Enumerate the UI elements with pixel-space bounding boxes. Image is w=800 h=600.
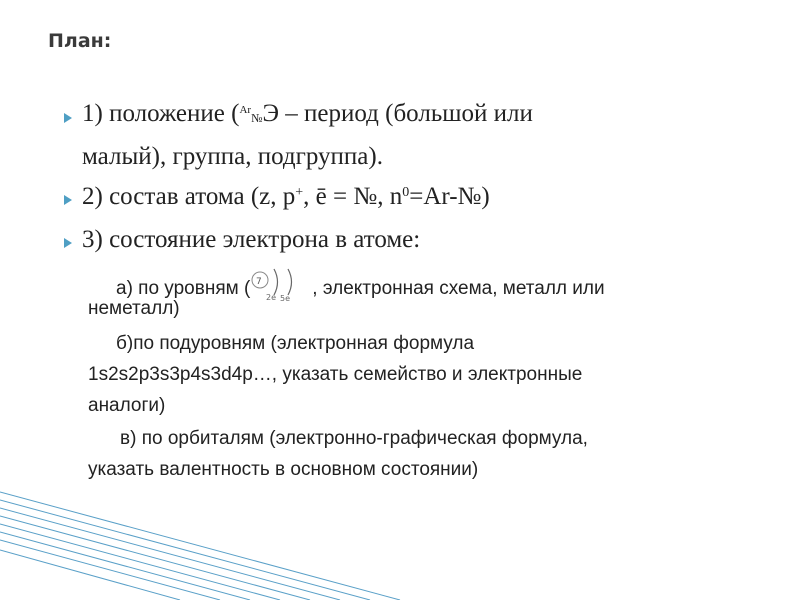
item-1-pre: 1) положение ( bbox=[82, 100, 240, 127]
sub-a-pre: а) по уровням ( bbox=[116, 278, 251, 299]
item-3-line: 3) состояние электрона в атоме: bbox=[82, 226, 421, 253]
item-2-post: =Ar-№) bbox=[409, 183, 490, 210]
item-1-line-2: малый), группа, подгруппа). bbox=[82, 143, 383, 170]
item-2-line bbox=[82, 183, 490, 211]
electron-shell-schema-icon bbox=[250, 268, 312, 302]
item-2-mid: , ē = №, n bbox=[303, 183, 403, 210]
sub-a-line-1 bbox=[116, 268, 605, 302]
item-2-sup-plus: + bbox=[295, 185, 304, 200]
item-1-post: Э – период (большой или bbox=[262, 100, 533, 127]
item-2-pre: 2) состав атома (z, p bbox=[82, 183, 296, 210]
sub-b-line-1: б)по подуровням (электронная формула bbox=[116, 333, 475, 354]
sub-a-post: , электронная схема, металл или bbox=[312, 278, 605, 299]
item-1-line-1 bbox=[82, 100, 533, 128]
sub-c-line-2: указать валентность в основном состоянии) bbox=[88, 459, 479, 480]
schema-nucleus-label: 7 bbox=[256, 277, 263, 287]
sub-b-line-3: аналоги) bbox=[88, 395, 166, 416]
schema-shell-1-label: 2e bbox=[266, 293, 277, 302]
schema-shell-2-label: 5e bbox=[280, 294, 291, 302]
item-2-sup-zero: 0 bbox=[402, 185, 410, 200]
sub-c-line-1: в) по орбиталям (электронно-графическая формула, bbox=[120, 428, 588, 449]
item-1-sub: № bbox=[251, 111, 263, 125]
bullet-arrow-icon bbox=[64, 238, 72, 248]
sub-a-line-2: неметалл) bbox=[88, 298, 180, 319]
bullet-arrow-icon bbox=[64, 195, 72, 205]
bullet-arrow-icon bbox=[64, 113, 72, 123]
slide-title: План: bbox=[48, 30, 112, 52]
corner-decoration bbox=[0, 490, 800, 600]
sub-b-line-2: 1s2s2p3s3p4s3d4p…, указать семейство и электронные bbox=[88, 364, 583, 385]
item-1-sup: Ar bbox=[239, 104, 252, 116]
